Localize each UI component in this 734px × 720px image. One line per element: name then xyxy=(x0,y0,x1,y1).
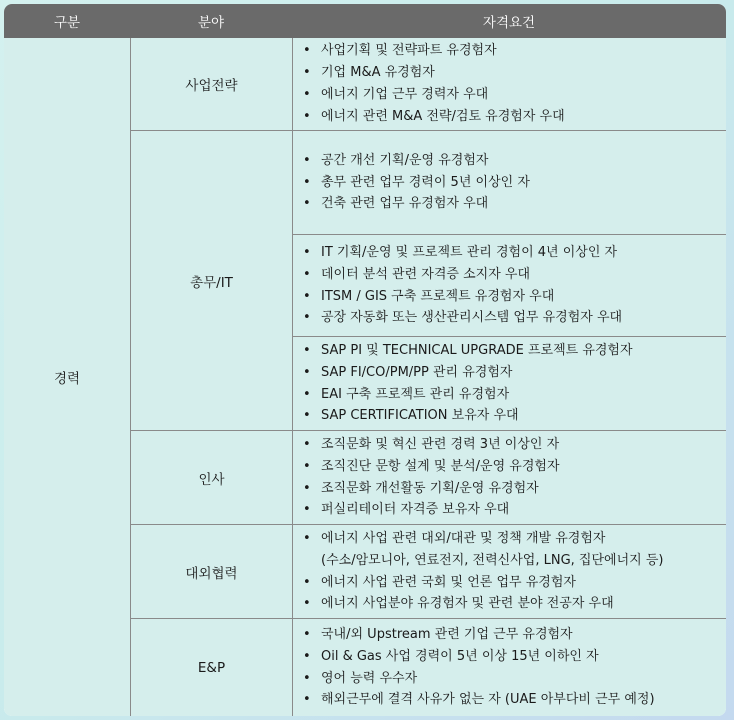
requirement-block xyxy=(293,235,726,337)
list-item xyxy=(303,150,720,172)
field-rows xyxy=(131,38,726,716)
bullet-icon: • xyxy=(303,436,311,452)
field-name: E&P xyxy=(131,619,293,716)
table-row xyxy=(131,131,726,431)
requirement-block xyxy=(293,525,726,618)
header-field: 분야 xyxy=(197,15,225,31)
list-item xyxy=(303,106,720,128)
requirement-text: (수소/암모니아, 연료전지, 전력신사업, LNG, 집단에너지 등) xyxy=(321,552,664,568)
field-name: 총무/IT xyxy=(131,131,293,430)
list-item xyxy=(303,384,720,406)
bullet-icon: • xyxy=(303,386,311,402)
list-item xyxy=(303,340,720,362)
requirement-block xyxy=(293,431,726,524)
list-item xyxy=(303,593,720,615)
requirement-text: 해외근무에 결격 사유가 없는 자 (UAE 아부다비 근무 예정) xyxy=(321,692,655,708)
requirement-text: EAI 구축 프로젝트 관리 유경험자 xyxy=(321,386,510,402)
requirement-text: 국내/외 Upstream 관련 기업 근무 유경험자 xyxy=(321,626,573,642)
bullet-icon: • xyxy=(303,648,311,664)
bullet-icon: • xyxy=(303,364,311,380)
list-item xyxy=(303,624,720,646)
bullet-icon: • xyxy=(303,458,311,474)
requirement-text: 기업 M&A 유경험자 xyxy=(321,65,435,81)
requirement-text: 에너지 사업 관련 국회 및 언론 업무 유경험자 xyxy=(321,574,576,590)
table-header xyxy=(4,4,726,38)
bullet-icon: • xyxy=(303,692,311,708)
bullet-icon: • xyxy=(303,408,311,424)
requirement-text: 공장 자동화 또는 생산관리시스템 업무 유경험자 우대 xyxy=(321,310,623,326)
requirement-text: 퍼실리테이터 자격증 보유자 우대 xyxy=(321,502,510,518)
bullet-icon: • xyxy=(303,480,311,496)
table-body xyxy=(4,38,726,716)
requirement-text: 조직진단 문항 설계 및 분석/운영 유경험자 xyxy=(321,458,560,474)
requirement-text: IT 기획/운영 및 프로젝트 관리 경험이 4년 이상인 자 xyxy=(321,244,618,260)
list-item xyxy=(303,646,720,668)
bullet-icon: • xyxy=(303,196,311,212)
requirement-text: ITSM / GIS 구축 프로젝트 유경험자 우대 xyxy=(321,288,555,304)
requirement-block xyxy=(293,131,726,235)
header-category: 구분 xyxy=(53,15,81,31)
requirement-block xyxy=(293,337,726,430)
bullet-icon: • xyxy=(303,152,311,168)
bullet-icon: • xyxy=(303,502,311,518)
requirement-text: SAP CERTIFICATION 보유자 우대 xyxy=(321,408,519,424)
list-item xyxy=(303,405,720,427)
requirement-text: 에너지 기업 근무 경력자 우대 xyxy=(321,87,489,102)
requirement-text: 에너지 사업 관련 대외/대관 및 정책 개발 유경험자 xyxy=(321,530,606,546)
requirement-blocks xyxy=(293,525,726,618)
bullet-icon: • xyxy=(303,626,311,642)
bullet-icon: • xyxy=(303,670,311,686)
requirement-text: 조직문화 개선활동 기획/운영 유경험자 xyxy=(321,480,539,496)
requirement-text: 총무 관련 업무 경력이 5년 이상인 자 xyxy=(321,174,530,190)
requirement-blocks xyxy=(293,131,726,430)
list-item xyxy=(303,572,720,594)
requirement-text: 데이터 분석 관련 자격증 소지자 우대 xyxy=(321,266,531,282)
list-item xyxy=(303,456,720,478)
requirement-text: 공간 개선 기획/운영 유경험자 xyxy=(321,152,489,168)
list-item xyxy=(303,84,720,106)
bullet-icon: • xyxy=(303,43,311,59)
bullet-icon: • xyxy=(303,310,311,326)
table-row xyxy=(131,525,726,619)
list-item xyxy=(303,528,720,550)
bullet-icon: • xyxy=(303,87,311,102)
list-item xyxy=(303,264,720,286)
list-item xyxy=(303,172,720,194)
requirement-blocks xyxy=(293,619,726,716)
header-requirements: 자격요건 xyxy=(482,15,536,31)
table-row xyxy=(131,431,726,525)
bullet-icon: • xyxy=(303,65,311,81)
requirement-text: 조직문화 및 혁신 관련 경력 3년 이상인 자 xyxy=(321,436,560,452)
list-item xyxy=(303,478,720,500)
bullet-icon: • xyxy=(303,244,311,260)
bullet-icon: • xyxy=(303,288,311,304)
bullet-icon: • xyxy=(303,108,311,124)
requirement-blocks xyxy=(293,38,726,130)
list-item xyxy=(303,307,720,329)
list-item xyxy=(303,286,720,308)
bullet-icon: • xyxy=(303,174,311,190)
list-item xyxy=(303,40,720,62)
list-item xyxy=(303,242,720,264)
table-row xyxy=(131,38,726,131)
list-item xyxy=(303,689,720,711)
field-name: 대외협력 xyxy=(131,525,293,618)
field-name: 인사 xyxy=(131,431,293,524)
list-item xyxy=(303,62,720,84)
requirement-text: Oil & Gas 사업 경력이 5년 이상 15년 이하인 자 xyxy=(321,648,599,664)
qualification-table xyxy=(4,4,726,716)
requirement-block xyxy=(293,38,726,130)
list-item xyxy=(303,362,720,384)
requirement-text: SAP FI/CO/PM/PP 관리 유경험자 xyxy=(321,364,513,380)
requirement-text: SAP PI 및 TECHNICAL UPGRADE 프로젝트 유경험자 xyxy=(321,342,633,358)
requirement-text: 에너지 사업분야 유경험자 및 관련 분야 전공자 우대 xyxy=(321,596,614,612)
list-item xyxy=(303,668,720,690)
requirement-text: 사업기획 및 전략파트 유경험자 xyxy=(321,43,497,59)
requirement-text: 영어 능력 우수자 xyxy=(321,670,418,686)
field-name: 사업전략 xyxy=(131,38,293,130)
requirement-blocks xyxy=(293,431,726,524)
requirement-block xyxy=(293,619,726,716)
list-item xyxy=(303,434,720,456)
bullet-icon: • xyxy=(303,574,311,590)
table-row xyxy=(131,619,726,716)
list-item-continuation xyxy=(303,550,720,572)
bullet-icon: • xyxy=(303,342,311,358)
requirement-text: 에너지 관련 M&A 전략/검토 유경험자 우대 xyxy=(321,108,565,124)
requirement-text: 건축 관련 업무 유경험자 우대 xyxy=(321,196,489,212)
group-label: 경력 xyxy=(4,38,131,716)
list-item xyxy=(303,499,720,521)
list-item xyxy=(303,193,720,215)
bullet-icon: • xyxy=(303,530,311,546)
bullet-icon: • xyxy=(303,596,311,612)
bullet-icon: • xyxy=(303,266,311,282)
